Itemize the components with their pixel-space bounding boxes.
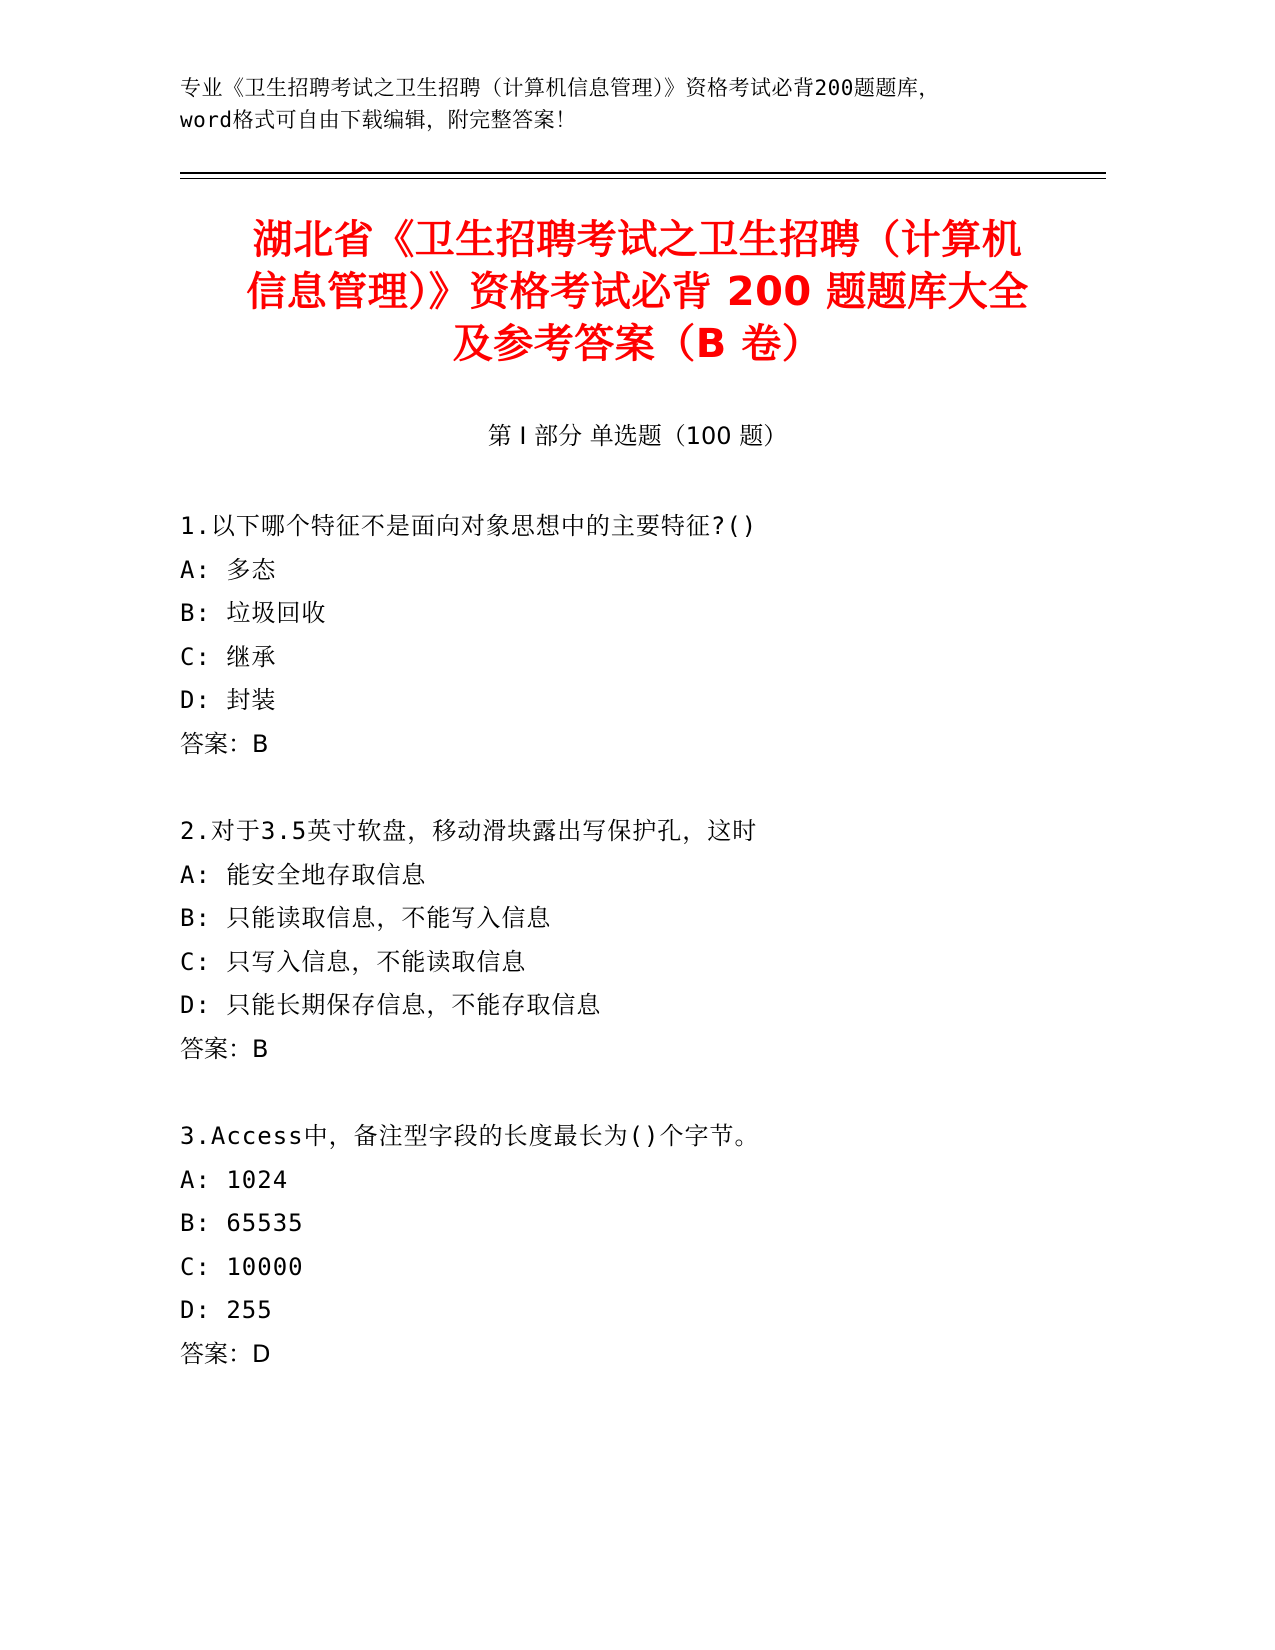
header-divider-thin xyxy=(180,178,1106,179)
question-stem: 3.Access中，备注型字段的长度最长为()个字节。 xyxy=(180,1122,760,1150)
option-c: C: 10000 xyxy=(180,1252,304,1281)
question-stem: 2.对于3.5英寸软盘，移动滑块露出写保护孔，这时 xyxy=(180,817,758,845)
header-note-line-1: 专业《卫生招聘考试之卫生招聘（计算机信息管理）》资格考试必背200题题库， xyxy=(180,76,940,100)
answer-key: 答案：D xyxy=(180,1339,271,1368)
option-d: D: 只能长期保存信息，不能存取信息 xyxy=(180,991,602,1019)
option-b: B: 只能读取信息，不能写入信息 xyxy=(180,904,552,932)
option-d: D: 255 xyxy=(180,1296,273,1324)
question-stem: 1.以下哪个特征不是面向对象思想中的主要特征?() xyxy=(180,512,758,540)
option-a: A: 多态 xyxy=(180,555,277,584)
document-title-line-1: 湖北省《卫生招聘考试之卫生招聘（计算机 xyxy=(252,217,1023,263)
header-note xyxy=(180,72,1100,136)
document-title-line-2: 信息管理）》资格考试必背 200 题题库大全 xyxy=(246,269,1029,315)
question-3 xyxy=(180,1115,1120,1376)
answer-key: 答案：B xyxy=(180,1034,269,1063)
question-list xyxy=(180,505,1120,1376)
option-c: C: 只写入信息，不能读取信息 xyxy=(180,947,527,976)
document-title-line-3: 及参考答案（B 卷） xyxy=(452,321,823,367)
option-c: C: 继承 xyxy=(180,642,277,671)
section-heading: 第 I 部分 单选题（100 题） xyxy=(487,422,788,450)
header-divider-thick xyxy=(180,172,1106,174)
document-title xyxy=(150,214,1125,370)
option-a: A: 1024 xyxy=(180,1165,289,1194)
option-b: B: 垃圾回收 xyxy=(180,599,327,627)
option-a: A: 能安全地存取信息 xyxy=(180,860,427,889)
option-b: B: 65535 xyxy=(180,1209,304,1237)
question-2 xyxy=(180,810,1120,1071)
header-note-line-2: word格式可自由下载编辑，附完整答案！ xyxy=(180,108,577,132)
option-d: D: 封装 xyxy=(180,686,277,714)
answer-key: 答案：B xyxy=(180,729,269,758)
question-1 xyxy=(180,505,1120,766)
